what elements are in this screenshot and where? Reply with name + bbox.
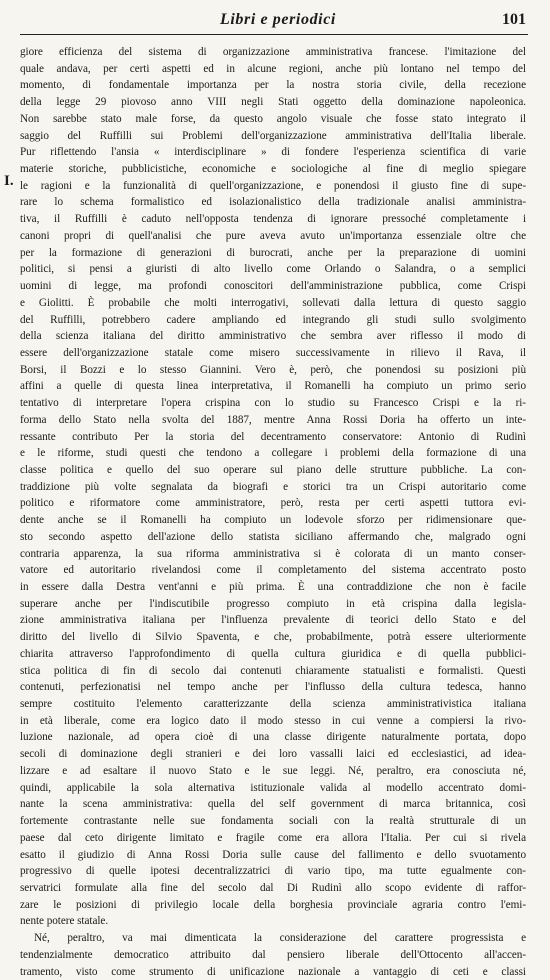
- text-line: tiva, il Ruffilli è caduto nell'opposta tendenza di ignorare pressoché completamente i: [20, 213, 526, 226]
- text-line: chiarita attraverso l'approfondimento di quella cultura giuridica e di quella pubblici-: [20, 647, 526, 660]
- text-line: le ragioni e la funzionalità di quell'organizzazione, e ponendosi il giusto fine di supe-: [20, 179, 526, 192]
- text-line: politici, si pensi a giuristi di alto livello come Orlando o Salandra, o a semplici: [20, 263, 526, 276]
- text-line: contenuti, perfezionatisi nel tempo anche per l'influsso della cultura tedesca, hanno: [20, 681, 526, 694]
- text-line: sempre costituito l'elemento caratterizzante della scienza amministrativistica italiana: [20, 698, 526, 711]
- text-line: materie storiche, pubblicistiche, economiche e sociologiche al fine di meglio spiegare: [20, 163, 526, 176]
- text-line: in età liberale, come era logico dato il modo stesso in cui venne a compiersi la rivo-: [20, 714, 526, 727]
- text-line: stica politica di fin di secolo dai contenuti chiaramente statualisti e formalisti. Questi: [20, 664, 526, 677]
- body-text: [20, 44, 526, 980]
- page-header: [20, 8, 528, 35]
- text-line: paese dal ceto dirigente limitato e fragile come era allora l'Italia. Per cui si rivela: [20, 831, 526, 844]
- text-line: servatrici formulate alla fine del secolo dal Di Rudinì allo scopo evidente di raffor-: [20, 881, 526, 894]
- text-line: del Ruffilli, potrebbero cadere ampliando ed integrando gli studi sullo svolgimento: [20, 313, 526, 326]
- margin-annotation-mark: I.: [4, 173, 14, 189]
- text-line: quale andava, per certi aspetti ed in alcune regioni, anche più lontano nel tempo del: [20, 62, 526, 75]
- text-line: tendenzialmente democratico attribuito dal pensiero liberale dell'Ottocento all'accen-: [20, 948, 526, 961]
- text-line: Borsi, il Bozzi e lo stesso Giannini. Vero è, però, che ponendosi su posizioni più: [20, 363, 526, 376]
- text-line: luzione nazionale, ad opera cioè di una classe dirigente naturalmente portata, dopo: [20, 731, 526, 744]
- text-line: progressivo di quelle ipotesi decentralizzatrici di vario tipo, ma tutte egualmente con-: [20, 865, 526, 878]
- text-line: nente potere statale.: [20, 915, 109, 928]
- text-line: e le riforme, studi questi che tendono a collegare i problemi della formazione di una: [20, 447, 526, 460]
- text-line: Né, peraltro, va mai dimenticata la considerazione del carattere progressista e: [34, 932, 526, 945]
- text-line: secoli di dominazione degli stranieri e dei loro vassalli laici ed ecclesiastici, ad idea-: [20, 748, 526, 761]
- text-line: canoni propri di quell'analisi che pure aveva avuto un'importanza essenziale oltre che: [20, 229, 526, 242]
- text-line: classe politica e quello del suo operare sul piano delle strutture pubbliche. La con-: [20, 463, 526, 476]
- text-line: tramento, visto come strumento di unificazione nazionale a vantaggio di ceti e classi: [20, 965, 526, 978]
- text-line: sto secondo aspetto dell'azione dello statista siciliano affermando che, malgrado ogni: [20, 530, 526, 543]
- text-line: superare anche per l'indiscutibile progresso compiuto in età crispina dalla legisla-: [20, 597, 526, 610]
- page-number: 101: [502, 11, 526, 28]
- text-line: giore efficienza del sistema di organizzazione amministrativa francese. l'imitazione del: [20, 46, 526, 58]
- text-line: rare lo schema formalistico ed isolazionalistico della tradizionale analisi amministra-: [20, 196, 526, 209]
- text-line: lizzare e ad esaltare il nuovo Stato e le sue leggi. Né, peraltro, era conosciuta né,: [20, 764, 526, 777]
- text-line: vatore ed autoritario rivelandosi come il completamento del sistema accentrato posto: [20, 564, 526, 577]
- text-line: momento, di fondamentale importanza per la nostra storia civile, della recezione: [20, 79, 526, 92]
- text-line: esatto il giudizio di Anna Rossi Doria sulle cause del fallimento e dello svuotamento: [20, 848, 526, 861]
- text-line: tentativo di interpretare l'opera crispina con lo studio su Francesco Crispi e la ri-: [20, 397, 526, 410]
- text-line: in essere dalla Destra vent'anni e più prima. È una contraddizione che non è facile: [20, 581, 526, 593]
- text-line: diritto del livello di Silvio Spaventa, e che, probabilmente, potrà essere ulteriormente: [20, 631, 526, 644]
- text-line: zare le posizioni di privilegio locale della borghesia provinciale agraria contro l'emi-: [20, 898, 526, 911]
- text-line: e Giolitti. È probabile che molti interrogativi, sollevati dalla lettura di questo saggio: [20, 296, 526, 309]
- text-line: uomini di legge, ma profondi conoscitori dell'amministrazione pubblica, come Crispi: [20, 280, 526, 293]
- text-line: forma dello Stato nella svolta del 1887, mentre Anna Rossi Doria ha offerto un inte-: [20, 413, 526, 426]
- text-line: zione amministrativa italiana per l'influenza prevalente di teorici dello Stato e del: [20, 614, 526, 627]
- text-line: della legge 29 piovoso anno VIII negli Stati oggetto della dominazione napoleonica.: [20, 96, 526, 109]
- text-line: Pur riflettendo l'ansia « interdisciplinare » di fondere l'esperienza scientifica di varie: [20, 146, 526, 159]
- text-line: politico e riformatore come amministratore, però, resta per certi aspetti tuttora evi-: [20, 497, 526, 510]
- text-line: fortemente contrastante nelle sue fondamenta sociali con la realtà strutturale di un: [20, 815, 526, 828]
- running-head: Libri e periodici: [220, 11, 336, 28]
- text-line: contraria apparenza, la sua riforma amministrativa si è colorata di un manto conser-: [20, 547, 526, 560]
- text-line: affini a quelle di questa linea interpretativa, il Romanelli ha compiuto un primo serio: [20, 380, 526, 393]
- text-line: ressante contributo Per la storia del decentramento conservatore: Antonio di Rudinì: [20, 430, 526, 443]
- text-line: dente anche se il Romanelli ha compiuto un lodevole sforzo per ridimensionare que-: [20, 514, 526, 527]
- text-line: Non sarebbe stato male forse, da questo angolo visuale che fosse stato integrato il: [20, 112, 526, 125]
- text-line: quindi, applicabile la sola alternativa istituzionale valida al modello accentrato domi-: [20, 781, 526, 794]
- text-line: nante la scena amministrativa: quella del self government di marca britannica, così: [20, 798, 526, 811]
- text-line: essere dell'organizzazione statale come misero successivamente in rilievo il Rava, il: [20, 346, 526, 359]
- text-line: traddizione più volte segnalata da biografi e storici tra un Crispi autoritario come: [20, 480, 526, 493]
- text-line: saggio del Ruffilli sui Problemi dell'organizzazione amministrativa dell'Italia liberale.: [20, 129, 526, 142]
- text-line: della scienza italiana del diritto amministrativo che sembra aver riflesso il modo di: [20, 330, 526, 343]
- text-line: per la formazione di generazioni di burocrati, anche per la preparazione di uomini: [20, 246, 526, 259]
